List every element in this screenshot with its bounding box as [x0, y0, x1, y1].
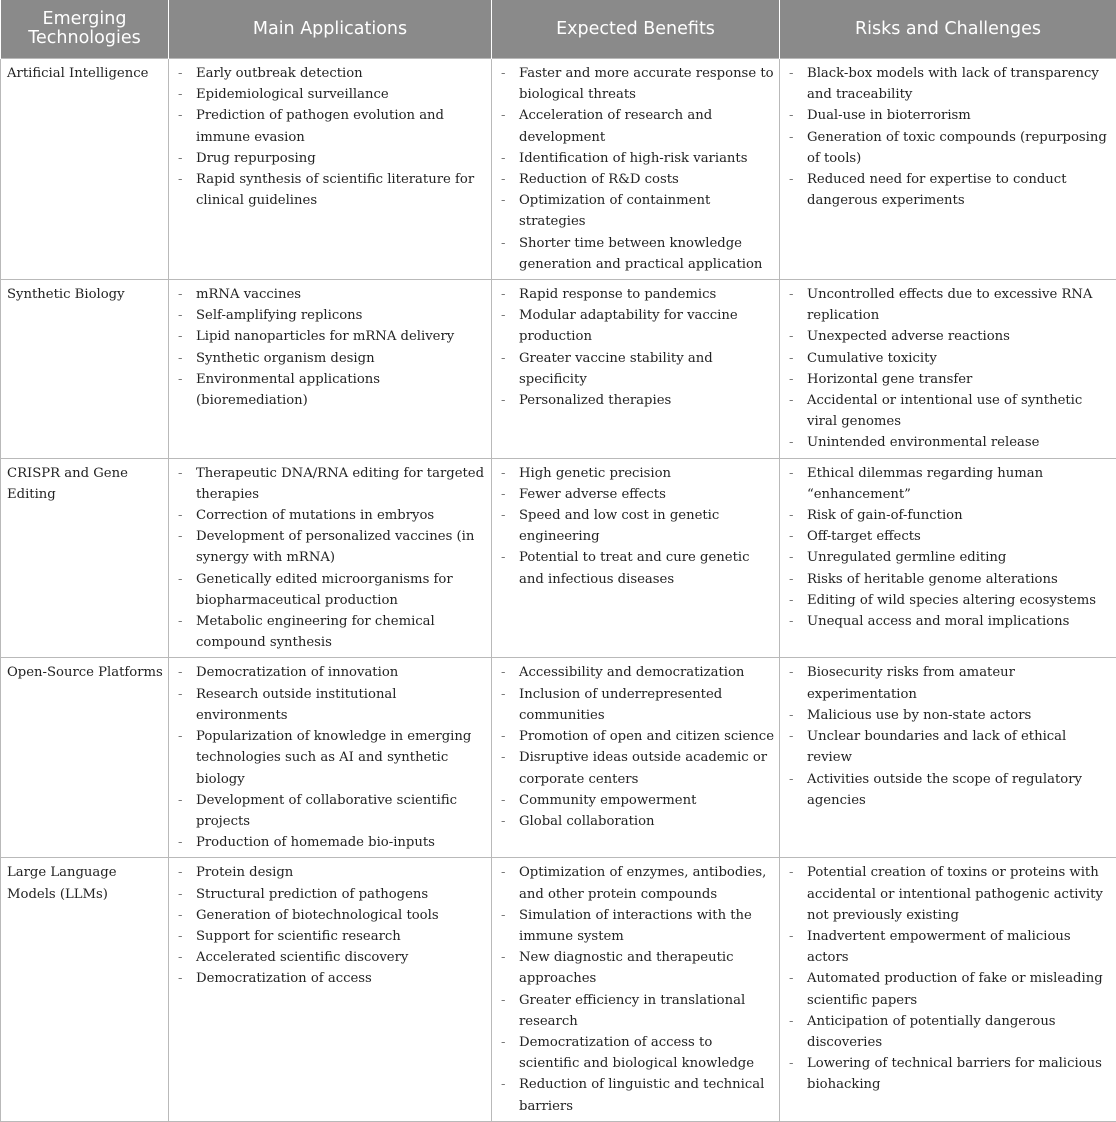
benefit-item: - Simulation of interactions with the immune system — [498, 905, 775, 947]
risks-list — [786, 280, 1112, 454]
risk-item: - Unequal access and moral implications — [786, 611, 1112, 632]
benefit-item: - Shorter time between knowledge generation and practical application — [498, 233, 775, 275]
applications-cell — [169, 458, 492, 658]
benefit-item: - Identification of high-risk variants — [498, 148, 775, 169]
benefit-item: - Reduction of R&D costs — [498, 169, 775, 190]
technology-name: Open-Source Platforms — [7, 658, 164, 683]
risks-cell — [780, 59, 1116, 280]
application-item: - Prediction of pathogen evolution and immune evasion — [175, 105, 487, 147]
application-item: - Metabolic engineering for chemical compound synthesis — [175, 611, 487, 653]
table-row — [1, 658, 1116, 858]
risk-item: - Unexpected adverse reactions — [786, 326, 1112, 347]
benefit-item: - Promotion of open and citizen science — [498, 726, 775, 747]
benefit-item: - Global collaboration — [498, 811, 775, 832]
risk-item: - Risks of heritable genome alterations — [786, 569, 1112, 590]
risk-item: - Horizontal gene transfer — [786, 369, 1112, 390]
application-item: - Development of personalized vaccines (in synergy with mRNA) — [175, 526, 487, 568]
application-item: - Therapeutic DNA/RNA editing for targeted therapies — [175, 463, 487, 505]
risks-cell — [780, 858, 1116, 1121]
application-item: - Drug repurposing — [175, 148, 487, 169]
benefits-cell — [492, 458, 780, 658]
table-row — [1, 280, 1116, 459]
benefit-item: - Rapid response to pandemics — [498, 284, 775, 305]
applications-cell — [169, 858, 492, 1121]
benefits-cell — [492, 59, 780, 280]
application-item: - Epidemiological surveillance — [175, 84, 487, 105]
benefit-item: - Optimization of enzymes, antibodies, and other protein compounds — [498, 862, 775, 904]
applications-list — [175, 59, 487, 211]
technology-name: Synthetic Biology — [7, 280, 164, 305]
benefits-cell — [492, 858, 780, 1121]
risk-item: - Generation of toxic compounds (repurposing of tools) — [786, 127, 1112, 169]
benefit-item: - Community empowerment — [498, 790, 775, 811]
benefits-list — [498, 459, 775, 590]
header-benefits: Expected Benefits — [492, 0, 780, 59]
risk-item: - Automated production of fake or misleading scientific papers — [786, 968, 1112, 1010]
application-item: - Democratization of access — [175, 968, 487, 989]
risk-item: - Dual-use in bioterrorism — [786, 105, 1112, 126]
risks-list — [786, 459, 1112, 633]
header-row — [1, 0, 1116, 59]
risk-item: - Cumulative toxicity — [786, 348, 1112, 369]
risk-item: - Ethical dilemmas regarding human “enhancement” — [786, 463, 1112, 505]
application-item: - Synthetic organism design — [175, 348, 487, 369]
application-item: - Lipid nanoparticles for mRNA delivery — [175, 326, 487, 347]
application-item: - Support for scientific research — [175, 926, 487, 947]
application-item: - Popularization of knowledge in emerging technologies such as AI and synthetic biology — [175, 726, 487, 790]
risk-item: - Uncontrolled effects due to excessive RNA replication — [786, 284, 1112, 326]
risk-item: - Unregulated germline editing — [786, 547, 1112, 568]
benefit-item: - Inclusion of underrepresented communities — [498, 684, 775, 726]
benefit-item: - Speed and low cost in genetic engineering — [498, 505, 775, 547]
risks-cell — [780, 658, 1116, 858]
benefits-list — [498, 658, 775, 832]
benefits-cell — [492, 658, 780, 858]
benefit-item: - Disruptive ideas outside academic or corporate centers — [498, 747, 775, 789]
risks-list — [786, 858, 1112, 1095]
application-item: - Early outbreak detection — [175, 63, 487, 84]
risk-item: - Potential creation of toxins or proteins with accidental or intentional pathogenic activity not previously existing — [786, 862, 1112, 926]
risk-item: - Inadvertent empowerment of malicious actors — [786, 926, 1112, 968]
benefits-list — [498, 59, 775, 275]
application-item: - Democratization of innovation — [175, 662, 487, 683]
benefit-item: - Potential to treat and cure genetic and infectious diseases — [498, 547, 775, 589]
application-item: - Research outside institutional environments — [175, 684, 487, 726]
application-item: - mRNA vaccines — [175, 284, 487, 305]
technology-name: Large Language Models (LLMs) — [7, 858, 164, 904]
benefit-item: - Greater vaccine stability and specificity — [498, 348, 775, 390]
risks-list — [786, 658, 1112, 810]
risk-item: - Biosecurity risks from amateur experimentation — [786, 662, 1112, 704]
applications-list — [175, 459, 487, 654]
risk-item: - Black-box models with lack of transparency and traceability — [786, 63, 1112, 105]
benefits-list — [498, 858, 775, 1116]
table-row — [1, 59, 1116, 280]
header-risks: Risks and Challenges — [780, 0, 1116, 59]
application-item: - Self-amplifying replicons — [175, 305, 487, 326]
application-item: - Rapid synthesis of scientific literature for clinical guidelines — [175, 169, 487, 211]
risk-item: - Activities outside the scope of regulatory agencies — [786, 769, 1112, 811]
benefit-item: - High genetic precision — [498, 463, 775, 484]
risk-item: - Accidental or intentional use of synthetic viral genomes — [786, 390, 1112, 432]
applications-cell — [169, 658, 492, 858]
application-item: - Structural prediction of pathogens — [175, 884, 487, 905]
header-technologies: Emerging Technologies — [1, 0, 169, 59]
risk-item: - Anticipation of potentially dangerous discoveries — [786, 1011, 1112, 1053]
benefits-list — [498, 280, 775, 411]
applications-list — [175, 658, 487, 853]
benefit-item: - Reduction of linguistic and technical barriers — [498, 1074, 775, 1116]
benefit-item: - Modular adaptability for vaccine production — [498, 305, 775, 347]
application-item: - Generation of biotechnological tools — [175, 905, 487, 926]
applications-cell — [169, 280, 492, 459]
application-item: - Environmental applications (bioremediation) — [175, 369, 487, 411]
table-row — [1, 858, 1116, 1121]
benefit-item: - Acceleration of research and development — [498, 105, 775, 147]
application-item: - Genetically edited microorganisms for biopharmaceutical production — [175, 569, 487, 611]
application-item: - Production of homemade bio-inputs — [175, 832, 487, 853]
table-row — [1, 458, 1116, 658]
risk-item: - Reduced need for expertise to conduct dangerous experiments — [786, 169, 1112, 211]
risks-cell — [780, 458, 1116, 658]
technology-cell — [1, 658, 169, 858]
benefit-item: - Faster and more accurate response to biological threats — [498, 63, 775, 105]
technology-cell — [1, 280, 169, 459]
risk-item: - Unclear boundaries and lack of ethical review — [786, 726, 1112, 768]
applications-cell — [169, 59, 492, 280]
risk-item: - Malicious use by non-state actors — [786, 705, 1112, 726]
technology-cell — [1, 59, 169, 280]
applications-list — [175, 858, 487, 989]
benefit-item: - Democratization of access to scientific and biological knowledge — [498, 1032, 775, 1074]
technology-cell — [1, 858, 169, 1121]
benefit-item: - Personalized therapies — [498, 390, 775, 411]
risk-item: - Lowering of technical barriers for malicious biohacking — [786, 1053, 1112, 1095]
benefits-cell — [492, 280, 780, 459]
benefit-item: - New diagnostic and therapeutic approaches — [498, 947, 775, 989]
technology-name: CRISPR and Gene Editing — [7, 459, 164, 505]
risk-item: - Unintended environmental release — [786, 432, 1112, 453]
header-applications: Main Applications — [169, 0, 492, 59]
technology-name: Artificial Intelligence — [7, 59, 164, 84]
application-item: - Protein design — [175, 862, 487, 883]
risk-item: - Off-target effects — [786, 526, 1112, 547]
application-item: - Accelerated scientific discovery — [175, 947, 487, 968]
risks-list — [786, 59, 1112, 211]
application-item: - Correction of mutations in embryos — [175, 505, 487, 526]
risk-item: - Editing of wild species altering ecosystems — [786, 590, 1112, 611]
application-item: - Development of collaborative scientific projects — [175, 790, 487, 832]
benefit-item: - Optimization of containment strategies — [498, 190, 775, 232]
benefit-item: - Fewer adverse effects — [498, 484, 775, 505]
technology-cell — [1, 458, 169, 658]
risks-cell — [780, 280, 1116, 459]
risk-item: - Risk of gain-of-function — [786, 505, 1112, 526]
benefit-item: - Greater efficiency in translational research — [498, 990, 775, 1032]
benefit-item: - Accessibility and democratization — [498, 662, 775, 683]
applications-list — [175, 280, 487, 411]
